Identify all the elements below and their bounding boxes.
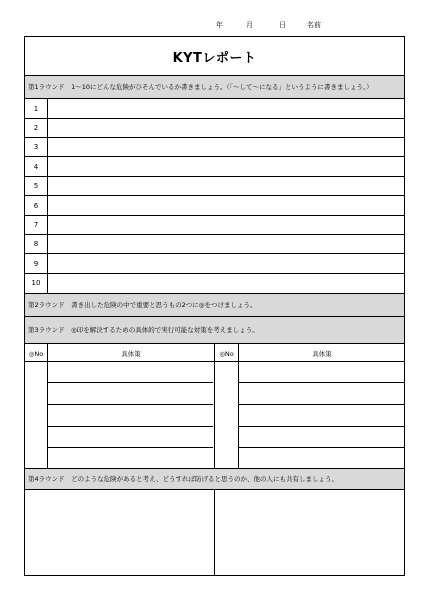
row-number: 3 [33, 143, 39, 151]
row-number: 6 [33, 202, 39, 210]
left-no-header: ◎No [28, 350, 44, 358]
row-number: 4 [33, 163, 39, 171]
row-number: 10 [31, 279, 41, 287]
kyt-report-form [24, 36, 405, 576]
page-title: KYTレポート [172, 50, 257, 66]
row-number: 9 [33, 260, 39, 268]
row-number: 7 [33, 221, 39, 229]
year-label: 年 [216, 21, 223, 29]
month-label: 月 [246, 21, 253, 29]
round2-instruction: 第2ラウンド 書き出した危険の中で重要と思うもの2つに◎をつけましょう。 [28, 301, 257, 309]
left-measure-header: 具体策 [121, 350, 141, 358]
right-no-header: ◎No [219, 350, 234, 358]
round3-instruction: 第3ラウンド ◎印を解決するための具体的で実行可能な対策を考えましょう。 [28, 326, 259, 334]
round4-instruction: 第4ラウンド どのような危険があると考え、どうすれば防げると思うのか、他の人にも共有しましょう。 [28, 475, 339, 483]
name-label: 名前 [307, 21, 321, 29]
round1-instruction: 第1ラウンド 1～10にどんな危険がひそんでいるか書きましょう。（「～して～になる」というように書きましょう。） [28, 83, 373, 91]
row-number: 8 [33, 240, 39, 248]
row-number: 2 [33, 124, 39, 132]
day-label: 日 [279, 21, 286, 29]
row-number: 1 [33, 105, 39, 113]
row-number: 5 [33, 182, 39, 190]
right-measure-header: 具体策 [312, 350, 332, 358]
